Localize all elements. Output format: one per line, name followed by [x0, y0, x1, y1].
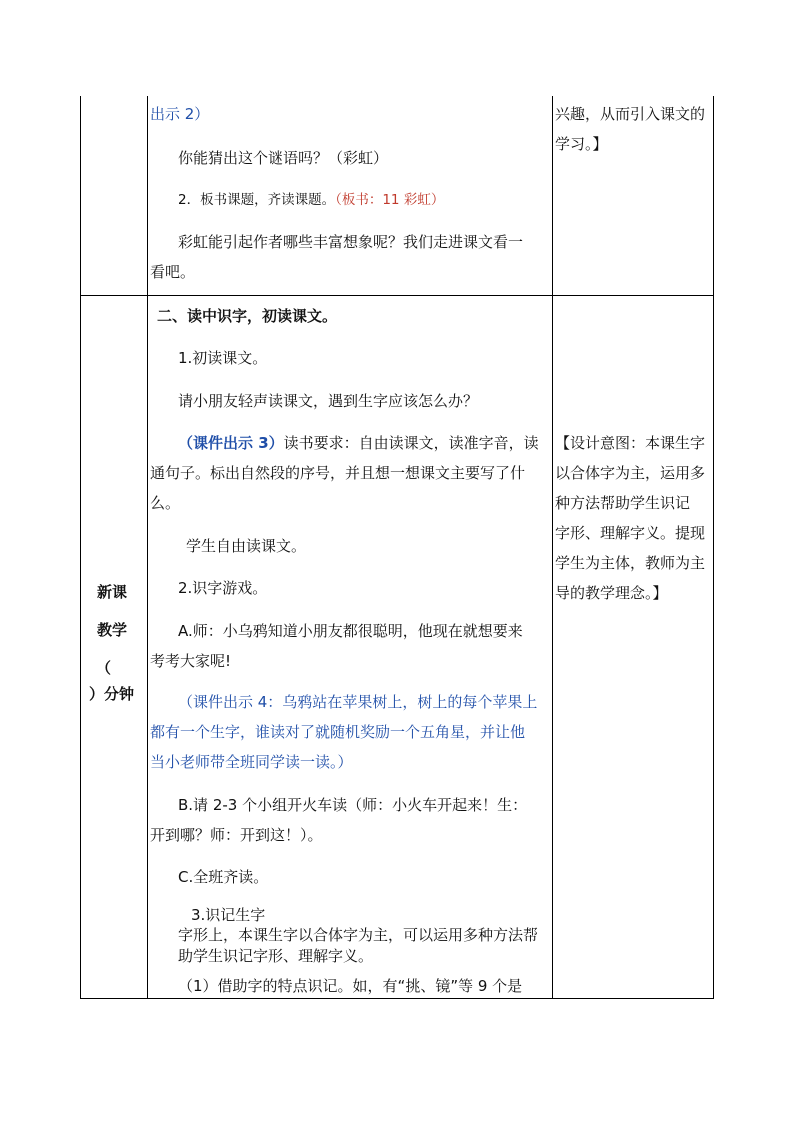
table-bottom-border	[80, 998, 714, 999]
design-intent-line5: 学生为主体，教师为主	[555, 554, 706, 572]
section2-p3-line3: 么。	[150, 494, 181, 512]
section2-p9: C.全班齐读。	[178, 868, 269, 886]
row-label-line4: ）分钟	[89, 685, 135, 703]
section2-p6-line2: 考考大家呢!	[150, 652, 232, 670]
section1-step2	[178, 191, 444, 209]
design-intent-line6: 导的教学理念。】	[555, 584, 668, 602]
section2-p3-text: 读书要求：自由读课文，读准字音，读	[283, 434, 539, 452]
design-intent-line1: 【设计意图：本课生字	[555, 434, 706, 452]
section1-line1: 出示 2）	[150, 105, 210, 123]
section2-p8-line1: B.请 2-3 个小组开火车读（师：小火车开起来！生：	[178, 796, 528, 814]
section2-p7-line2: 都有一个生字，谁读对了就随机奖励一个五角星，并让他	[150, 723, 526, 741]
section2-p12: （1）借助字的特点识记。如，有“挑、镜”等 9 个是	[178, 977, 523, 995]
section1-riddle-question: 你能猜出这个谜语吗？（彩虹）	[178, 149, 389, 167]
section2-p3-line1	[178, 434, 539, 452]
section2-p2: 请小朋友轻声读课文，遇到生字应该怎么办？	[178, 392, 479, 410]
section1-design-line2: 学习。】	[555, 135, 608, 153]
table-row-divider	[80, 295, 714, 296]
section1-intro-line1: 彩虹能引起作者哪些丰富想象呢？我们走进课文看一	[178, 233, 524, 251]
table-col-divider-1	[147, 96, 148, 999]
design-intent-line3: 种方法帮助学生识记	[555, 494, 691, 512]
row-label-line1: 新课	[97, 583, 128, 601]
table-left-border	[80, 96, 81, 999]
row-label-line2: 教学	[97, 621, 128, 639]
section2-p11-line1: 字形上，本课生字以合体字为主，可以运用多种方法帮	[178, 926, 539, 944]
section2-p7-line3: 当小老师带全班同学读一读。）	[150, 753, 353, 771]
section2-p4: 学生自由读课文。	[186, 537, 307, 555]
design-intent-line4: 字形、理解字义。提现	[555, 524, 706, 542]
section2-p3-line2: 通句子。标出自然段的序号，并且想一想课文主要写了什	[150, 464, 526, 482]
section2-p11-line2: 助学生识记字形、理解字义。	[178, 947, 374, 965]
section1-blackboard-note: （板书：11 彩虹）	[335, 192, 445, 208]
section2-p7-line1: （课件出示 4：乌鸦站在苹果树上，树上的每个苹果上	[178, 693, 538, 711]
design-intent-line2: 以合体字为主，运用多	[555, 464, 706, 482]
section1-step2-text: 2．板书课题，齐读课题。	[178, 192, 336, 208]
section2-p10: 3.识记生字	[191, 906, 266, 924]
table-col-divider-2	[552, 96, 553, 999]
section2-p6-line1: A.师：小乌鸦知道小朋友都很聪明，他现在就想要来	[178, 622, 523, 640]
section2-p3-prefix: （课件出示 3）	[178, 434, 284, 452]
section1-intro-line2: 看吧。	[150, 263, 196, 281]
section2-p8-line2: 开到哪？师：开到这！）。	[150, 826, 323, 844]
section2-p5: 2.识字游戏。	[178, 579, 268, 597]
section2-heading: 二、读中识字，初读课文。	[157, 307, 338, 325]
section1-design-line1: 兴趣，从而引入课文的	[555, 105, 706, 123]
row-label-line3: （	[96, 659, 112, 677]
table-right-border	[713, 96, 714, 999]
section2-p1: 1.初读课文。	[178, 349, 268, 367]
